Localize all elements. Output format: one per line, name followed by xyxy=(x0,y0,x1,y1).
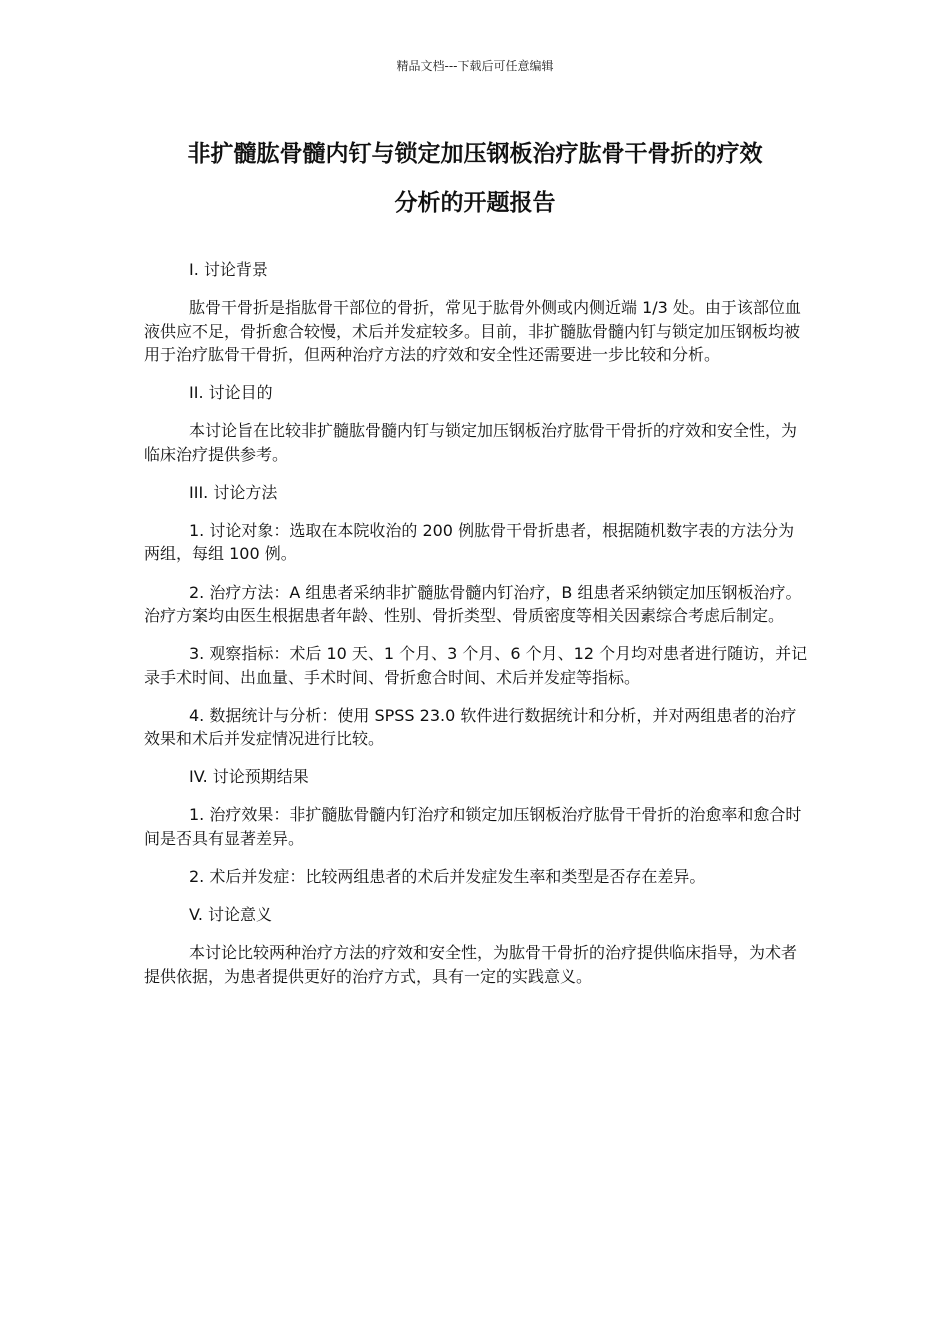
section-heading-significance: V. 讨论意义 xyxy=(189,905,273,925)
paragraph-purpose: 本讨论旨在比较非扩髓肱骨髓内钉与锁定加压钢板治疗肱骨干骨折的疗效和安全性，为临床治疗提供参考。 xyxy=(144,421,798,464)
document-title-line-1: 非扩髓肱骨髓内钉与锁定加压钢板治疗肱骨干骨折的疗效 xyxy=(187,141,763,167)
paragraph-significance: 本讨论比较两种治疗方法的疗效和安全性，为肱骨干骨折的治疗提供临床指导，为术者提供依据，为患者提供更好的治疗方式，具有一定的实践意义。 xyxy=(144,943,798,986)
paragraph-result-efficacy: 1. 治疗效果：非扩髓肱骨髓内钉治疗和锁定加压钢板治疗肱骨干骨折的治愈率和愈合时间是否具有显著差异。 xyxy=(144,805,802,848)
document-body xyxy=(144,258,810,1003)
paragraph-result-complications: 2. 术后并发症：比较两组患者的术后并发症发生率和类型是否存在差异。 xyxy=(189,867,706,887)
document-title xyxy=(130,130,820,228)
paragraph-method-treatment: 2. 治疗方法：A 组患者采纳非扩髓肱骨髓内钉治疗，B 组患者采纳锁定加压钢板治疗。治疗方案均由医生根据患者年龄、性别、骨折类型、骨质密度等相关因素综合考虑后制定。 xyxy=(144,582,802,626)
page-header-note: 精品文档---下载后可任意编辑 xyxy=(396,59,554,73)
section-heading-purpose: II. 讨论目的 xyxy=(189,383,273,403)
document-title-line-2: 分析的开题报告 xyxy=(394,190,556,216)
paragraph-method-statistics: 4. 数据统计与分析：使用 SPSS 23.0 软件进行数据统计和分析，并对两组患者的治疗效果和术后并发症情况进行比较。 xyxy=(144,705,797,749)
paragraph-method-subjects: 1. 讨论对象：选取在本院收治的 200 例肱骨干骨折患者，根据随机数字表的方法分为两组，每组 100 例。 xyxy=(144,520,795,564)
paragraph-background: 肱骨干骨折是指肱骨干部位的骨折，常见于肱骨外侧或内侧近端 1/3 处。由于该部位血液供应不足，骨折愈合较慢，术后并发症较多。目前，非扩髓肱骨髓内钉与锁定加压钢板均被用于治疗肱骨干骨折，但两种治疗方法的疗效和安全性还需要进一步比较和分析。 xyxy=(144,298,801,365)
section-heading-expected-results: IV. 讨论预期结果 xyxy=(189,767,309,787)
section-heading-background: I. 讨论背景 xyxy=(189,260,268,279)
section-heading-methods: III. 讨论方法 xyxy=(189,482,278,502)
paragraph-method-indicators: 3. 观察指标：术后 10 天、1 个月、3 个月、6 个月、12 个月均对患者进行随访，并记录手术时间、出血量、手术时间、骨折愈合时间、术后并发症等指标。 xyxy=(144,644,808,687)
